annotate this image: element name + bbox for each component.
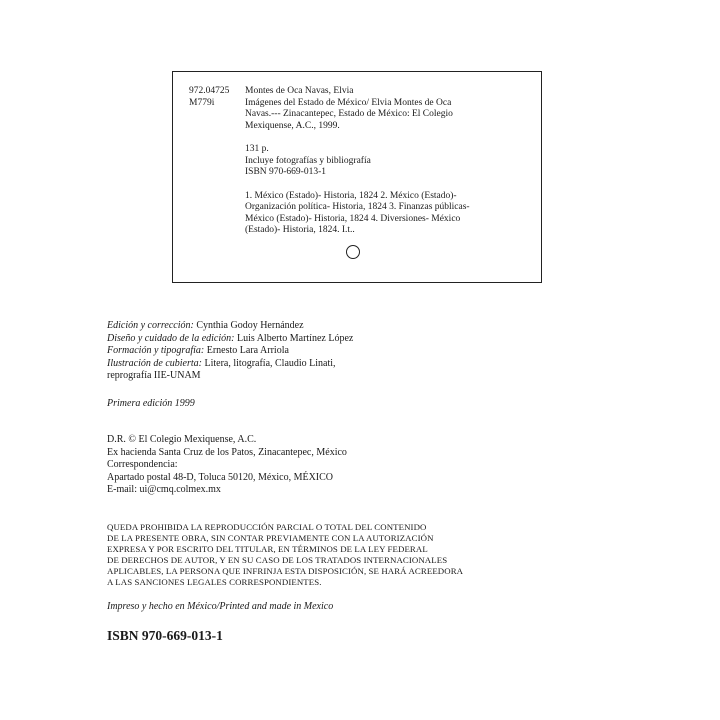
catalog-card	[172, 71, 542, 283]
credit-value: Ernesto Lara Arriola	[206, 345, 289, 356]
card-subject-line: México (Estado)- Historia, 1824 4. Diversiones- México	[245, 213, 461, 224]
legal-line: APLICABLES, LA PERSONA QUE INFRINJA ESTA DISPOSICIÓN, SE HARÁ ACREEDORA	[107, 566, 464, 576]
call-number	[189, 86, 229, 109]
credit-value: Luis Alberto Martínez López	[236, 332, 354, 344]
isbn-footer-text: ISBN 970-669-013-1	[107, 628, 223, 643]
publisher-line: Correspondencia:	[107, 459, 178, 470]
card-title-line: Imágenes del Estado de México/ Elvia Montes de Oca	[245, 97, 452, 108]
card-includes: Incluye fotografías y bibliografía	[245, 155, 371, 166]
credit-line	[107, 345, 353, 358]
credit-label: Edición y corrección:	[107, 320, 194, 331]
card-title-line: Navas.--- Zinacantepec, Estado de México: El Colegio	[245, 109, 453, 119]
legal-line: A LAS SANCIONES LEGALES CORRESPONDIENTES.	[107, 577, 322, 587]
publisher-line: E-mail: ui@cmq.colmex.mx	[107, 484, 221, 495]
credit-extra: reprografía IIE-UNAM	[107, 370, 201, 381]
credit-line	[107, 320, 353, 333]
legal-line: EXPRESA Y POR ESCRITO DEL TITULAR, EN TÉRMINOS DE LA LEY FEDERAL	[107, 544, 428, 554]
legal-notice	[107, 522, 463, 588]
edition-text: Primera edición 1999	[107, 398, 195, 409]
legal-line: DE LA PRESENTE OBRA, SIN CONTAR PREVIAMENTE CON LA AUTORIZACIÓN	[107, 533, 434, 543]
credit-label: Diseño y cuidado de la edición:	[107, 332, 235, 344]
card-title-line: Mexiquense, A.C., 1999.	[245, 120, 340, 131]
punch-hole-icon	[346, 245, 360, 259]
card-isbn: ISBN 970-669-013-1	[245, 167, 327, 177]
card-subject-line: (Estado)- Historia, 1824. I.t..	[245, 225, 355, 235]
call-number-line: M779i	[189, 97, 215, 108]
legal-line: DE DERECHOS DE AUTOR, Y EN SU CASO DE LOS TRATADOS INTERNACIONALES	[107, 555, 448, 565]
call-number-line: 972.04725	[189, 86, 230, 96]
isbn-footer	[107, 630, 223, 643]
credit-label: Formación y tipografía:	[107, 345, 205, 356]
publisher-line: Apartado postal 48-D, Toluca 50120, México, MÉXICO	[107, 471, 334, 483]
credit-value: Cynthia Godoy Hernández	[196, 320, 304, 331]
catalog-entry	[245, 86, 535, 237]
card-author: Montes de Oca Navas, Elvia	[245, 86, 354, 96]
card-subject-line: Organización política- Historia, 1824 3. Finanzas públicas-	[245, 202, 470, 212]
credit-line	[107, 333, 353, 346]
publisher-line: Ex hacienda Santa Cruz de los Patos, Zinacantepec, México	[107, 446, 347, 458]
credits	[107, 320, 353, 383]
credit-label: Ilustración de cubierta:	[107, 357, 202, 369]
publisher-info	[107, 434, 347, 497]
card-pages: 131 p.	[245, 144, 269, 154]
printed-note	[107, 601, 333, 614]
credit-line	[107, 358, 353, 371]
publisher-line: D.R. © El Colegio Mexiquense, A.C.	[107, 434, 257, 445]
credit-value: Litera, litografía, Claudio Linati,	[204, 357, 336, 369]
printed-text: Impreso y hecho en México/Printed and made in Mexico	[107, 601, 334, 612]
card-subject-line: 1. México (Estado)- Historia, 1824 2. México (Estado)-	[245, 190, 457, 201]
edition	[107, 398, 195, 411]
legal-line: QUEDA PROHIBIDA LA REPRODUCCIÓN PARCIAL O TOTAL DEL CONTENIDO	[107, 522, 427, 532]
